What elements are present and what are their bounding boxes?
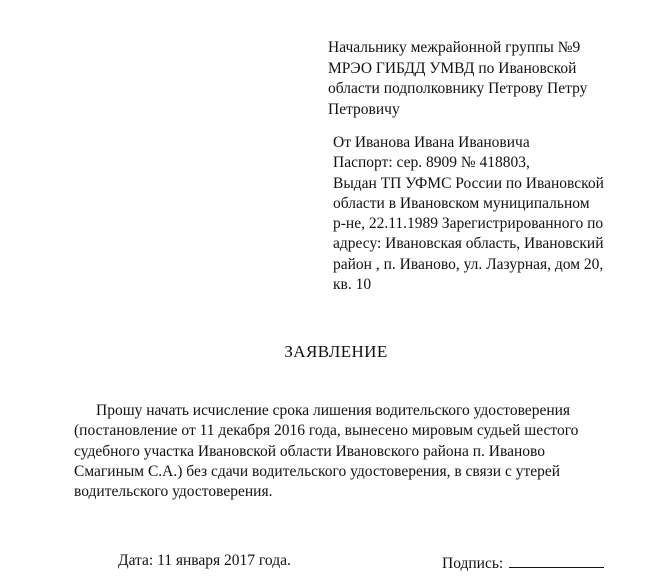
date-field: Дата: 11 января 2017 года. — [118, 552, 291, 569]
body-line: Прошу начать исчисление срока лишения водительского удостоверения — [96, 402, 571, 419]
signature-field — [442, 552, 604, 573]
signature-label: Подпись: — [442, 555, 504, 572]
sender-line: Выдан ТП УФМС России по Ивановской — [333, 174, 604, 192]
sender-line: кв. 10 — [333, 276, 372, 294]
sender-line: р-не, 22.11.1989 Зарегистрированного по — [333, 215, 604, 233]
addressee-block — [328, 38, 628, 120]
statement-body — [74, 401, 654, 502]
sender-line: адресу: Ивановская область, Ивановский — [333, 235, 604, 253]
body-line: судебного участка Ивановской области Ивановского района п. Иваново — [74, 442, 545, 460]
body-line: водительского удостоверения. — [74, 483, 273, 501]
addressee-line: области подполковнику Петрову Петру — [328, 80, 588, 97]
body-line: Смагиным С.А.) без сдачи водительского удостоверения, в связи с утерей — [74, 462, 561, 480]
addressee-line: МРЭО ГИБДД УМВД по Ивановской — [328, 59, 577, 77]
sender-line: Паспорт: сер. 8909 № 418803, — [333, 154, 530, 172]
sender-line: От Иванова Ивана Ивановича — [333, 134, 530, 151]
sender-line: район , п. Иваново, ул. Лазурная, дом 20, — [333, 255, 604, 273]
body-line: (постановление от 11 декабря 2016 года, вынесено мировым судьей шестого — [74, 422, 579, 440]
sender-line: области в Ивановском муниципальном — [333, 194, 590, 212]
addressee-line: Петровичу — [328, 100, 400, 118]
signature-line — [509, 552, 604, 568]
sender-block — [333, 133, 633, 295]
document-title: ЗАЯВЛЕНИЕ — [284, 342, 388, 361]
addressee-line: Начальнику межрайонной группы №9 — [328, 39, 581, 56]
